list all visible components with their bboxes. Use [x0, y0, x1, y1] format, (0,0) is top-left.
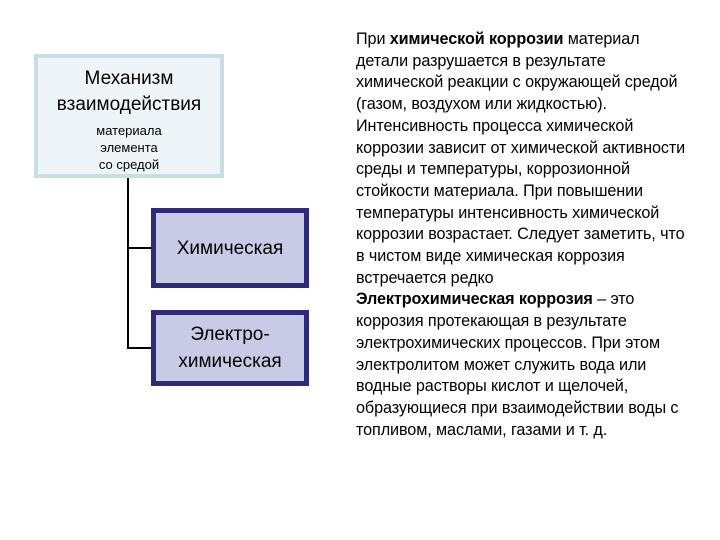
root-node — [34, 54, 224, 178]
root-sub-line2: элемента — [100, 140, 158, 155]
root-subtitle — [38, 122, 220, 173]
description-text — [356, 29, 692, 441]
node-electrochemical — [151, 310, 309, 386]
root-sub-line3: со средой — [98, 157, 160, 172]
p1-rest: материал детали разрушается в результате химической реакции с окружающей средой (газом, воздухом или жидкостью). — [356, 30, 678, 114]
node-chemical — [151, 208, 309, 288]
term-chemical-corrosion: химической коррозии — [389, 30, 564, 48]
p1-lead: При — [356, 30, 390, 48]
node-electrochemical-line1: Электро- — [190, 324, 270, 345]
node-electrochemical-line2: химическая — [178, 351, 282, 372]
paragraph-chemical — [356, 29, 692, 116]
connector-vertical — [127, 178, 129, 348]
connector-to-chemical — [127, 247, 153, 249]
node-chemical-label: Химическая — [176, 237, 284, 259]
term-electrochemical-corrosion: Электрохимическая коррозия — [356, 290, 593, 309]
p3-rest: – это коррозия протекающая в результате электрохимических процессов. При этом электролитом может служить вода или водные растворы кислот и щелочей, образующиеся при взаимодействии воды с топливом, маслами, газами и т. д. — [356, 290, 679, 439]
root-title-line2: взаимодействия — [56, 94, 202, 115]
root-sub-line1: материала — [96, 123, 162, 138]
connector-to-electrochemical — [127, 347, 153, 349]
root-title-line1: Механизм — [84, 68, 174, 89]
paragraph-intensity: Интенсивность процесса химической коррозии зависит от химической активности среды и температуры, коррозионной стойкости материала. При повышении температуры интенсивность химической коррозии возрастает. Следует заметить, что в чистом виде химическая коррозия встречается редко — [356, 116, 686, 287]
paragraph-electrochemical — [356, 289, 692, 441]
